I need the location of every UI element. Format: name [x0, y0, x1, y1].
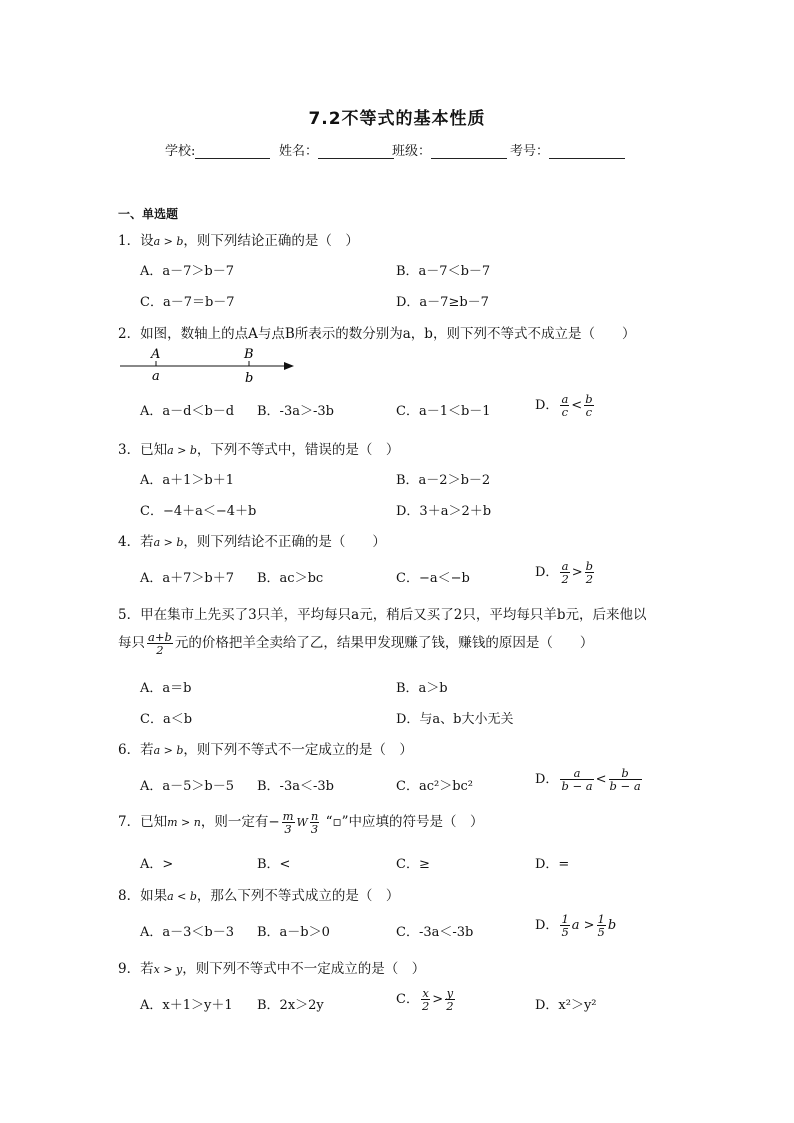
- question-2: 2．如图，数轴上的点A与点B所表示的数分别为a，b，则下列不等式不成立是（ ）: [118, 326, 636, 342]
- q4-option-b[interactable]: B．ac＞bc: [257, 571, 324, 586]
- q3-option-b[interactable]: B．a－2＞b－2: [396, 473, 491, 488]
- q8-option-c[interactable]: C．-3a＜-3b: [396, 925, 474, 940]
- arrow-head-icon: [284, 362, 294, 370]
- number-field[interactable]: [549, 144, 625, 159]
- q7-option-d[interactable]: D．=: [535, 857, 570, 872]
- name-field[interactable]: [318, 144, 394, 159]
- q2-option-a[interactable]: A．a－d＜b－d: [140, 404, 235, 419]
- q5-option-b[interactable]: B．a＞b: [396, 681, 448, 696]
- q3-option-a[interactable]: A．a＋1＞b＋1: [140, 473, 235, 488]
- q4-option-a[interactable]: A．a＋7＞b＋7: [140, 571, 235, 586]
- question-6: 6．若a > b，则下列不等式不一定成立的是（ ）: [118, 742, 413, 758]
- question-3: 3．已知a > b，下列不等式中，错误的是（ ）: [118, 442, 400, 458]
- question-5-line-1: 5．甲在集市上先买了3只羊，平均每只a元，稍后又买了2只，平均每只羊b元，后来他以: [118, 607, 647, 623]
- q5-option-a[interactable]: A．a＝b: [140, 681, 192, 696]
- point-b-label: B: [244, 347, 254, 362]
- q4-option-d[interactable]: D． $\frac{a}{2}$ > $\frac{b}{2}$: [535, 559, 594, 586]
- q8-option-d[interactable]: D． $\frac{1}{5}$ a > $\frac{1}{5}$ b: [535, 912, 617, 939]
- q9-option-c[interactable]: C． $\frac{x}{2}$ > $\frac{y}{2}$: [396, 986, 454, 1013]
- value-a-label: a: [152, 369, 160, 384]
- q9-option-a[interactable]: A．x＋1＞y＋1: [140, 998, 233, 1013]
- q9-option-d[interactable]: D．x²＞y²: [535, 998, 597, 1013]
- q1-option-c[interactable]: C．a－7＝b－7: [140, 295, 235, 310]
- q2-option-b[interactable]: B．-3a＞-3b: [257, 404, 334, 419]
- q6-option-d[interactable]: D． $\frac{a}{b - a}$ < $\frac{b}{b - a}$: [535, 766, 641, 793]
- question-7: 7．已知m > n，则一定有− $\frac{m}{3}$ W $\frac{n}{3}$ “▫”中应填的符号是（ ）: [118, 809, 484, 836]
- number-line-figure: [118, 344, 298, 386]
- q1-option-b[interactable]: B．a－7＜b－7: [396, 264, 491, 279]
- question-1: 1．设a > b，则下列结论正确的是（ ）: [118, 233, 359, 249]
- q5-option-c[interactable]: C．a＜b: [140, 712, 193, 727]
- name-label: 姓名：: [279, 140, 394, 159]
- class-field[interactable]: [431, 144, 507, 159]
- q7-option-a[interactable]: A．>: [140, 857, 174, 872]
- q6-option-a[interactable]: A．a－5＞b－5: [140, 779, 235, 794]
- page-title: 7.2不等式的基本性质: [308, 109, 486, 129]
- question-9: 9．若x > y，则下列不等式中不一定成立的是（ ）: [118, 961, 426, 977]
- q7-option-c[interactable]: C．≥: [396, 857, 430, 872]
- q6-option-b[interactable]: B．-3a＜-3b: [257, 779, 334, 794]
- q8-option-a[interactable]: A．a－3＜b－3: [140, 925, 235, 940]
- q1-option-d[interactable]: D．a－7≥b－7: [396, 295, 489, 310]
- q2-option-d[interactable]: D． $\frac{a}{c}$ < $\frac{b}{c}$: [535, 392, 593, 419]
- q4-option-c[interactable]: C．−a＜−b: [396, 571, 470, 586]
- q8-option-b[interactable]: B．a－b＞0: [257, 925, 330, 940]
- q1-option-a[interactable]: A．a－7＞b－7: [140, 264, 235, 279]
- q7-option-b[interactable]: B．<: [257, 857, 291, 872]
- section-heading: 一、单选题: [118, 207, 179, 221]
- question-5-line-2: 每只 $\frac{a+b}{2}$ 元的价格把羊全卖给了乙，结果甲发现赚了钱，赚钱的原因是（ ）: [118, 630, 594, 657]
- school-field[interactable]: [195, 144, 270, 159]
- q9-option-b[interactable]: B．2x＞2y: [257, 998, 324, 1013]
- question-4: 4．若a > b，则下列结论不正确的是（ ）: [118, 534, 386, 550]
- q3-option-c[interactable]: C．−4＋a＜−4＋b: [140, 504, 257, 519]
- value-b-label: b: [245, 371, 254, 386]
- number-label: 考号：: [510, 140, 625, 159]
- q2-option-c[interactable]: C．a－1＜b－1: [396, 404, 491, 419]
- school-label: 学校:: [165, 140, 270, 159]
- q5-option-d[interactable]: D．与a、b大小无关: [396, 712, 514, 727]
- question-8: 8．如果a < b，那么下列不等式成立的是（ ）: [118, 888, 400, 904]
- point-a-label: A: [151, 347, 161, 362]
- q3-option-d[interactable]: D．3＋a＞2＋b: [396, 504, 492, 519]
- q6-option-c[interactable]: C．ac²＞bc²: [396, 779, 474, 794]
- class-label: 班级：: [392, 140, 507, 159]
